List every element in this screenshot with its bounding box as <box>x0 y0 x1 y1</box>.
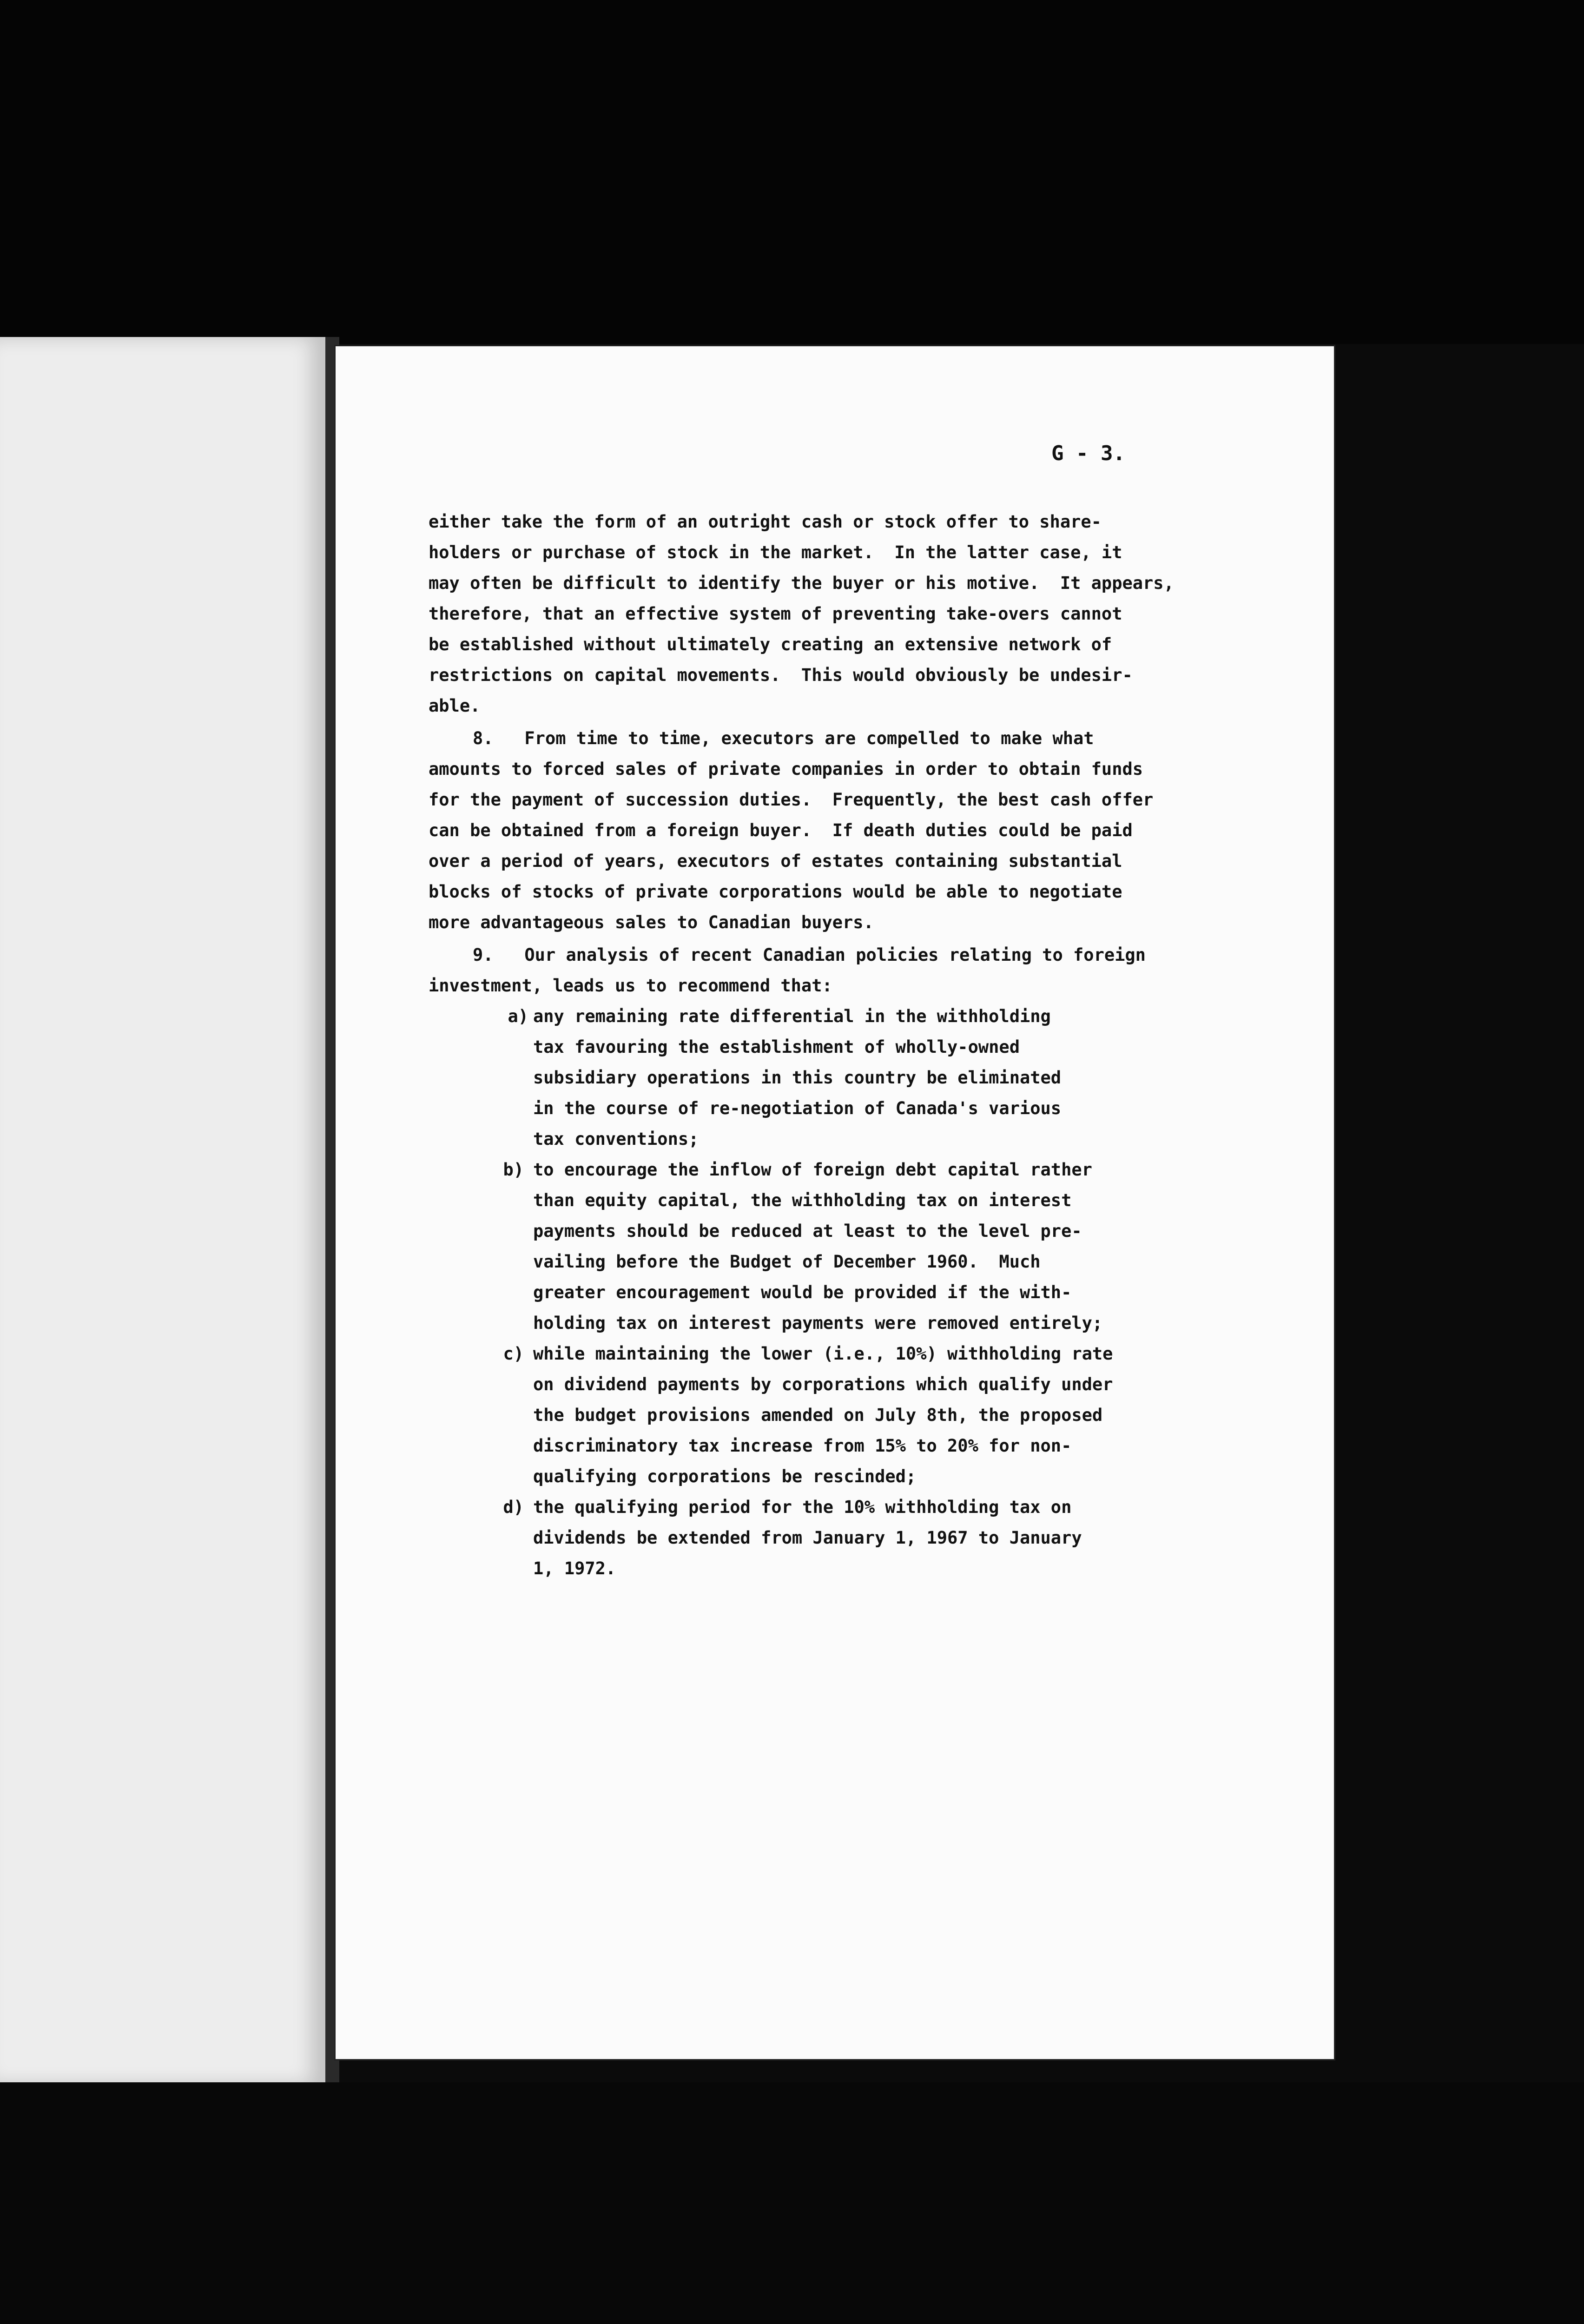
page-body <box>429 507 1219 1586</box>
text-line: qualifying corporations be rescinded; <box>533 1466 917 1486</box>
text-line: either take the form of an outright cash or stock offer to share- <box>429 512 1102 532</box>
list-marker: b) <box>503 1160 524 1180</box>
recommendation-c <box>429 1339 1219 1492</box>
text-line: for the payment of succession duties. Frequently, the best cash offer <box>429 790 1154 810</box>
text-line: able. <box>429 696 481 716</box>
paragraph-8 <box>429 723 1219 938</box>
text-line: payments should be reduced at least to the level pre- <box>533 1221 1082 1241</box>
text-line: Our analysis of recent Canadian policies relating to foreign <box>524 945 1146 965</box>
text-line: in the course of re-negotiation of Canada's various <box>533 1098 1062 1118</box>
list-marker: d) <box>503 1497 524 1517</box>
text-line: while maintaining the lower (i.e., 10%) withholding rate <box>533 1344 1113 1364</box>
text-line: over a period of years, executors of estates containing substantial <box>429 851 1122 871</box>
text-line: discriminatory tax increase from 15% to 20% for non- <box>533 1436 1072 1456</box>
text-line: amounts to forced sales of private companies in order to obtain funds <box>429 759 1143 779</box>
list-marker: a) <box>508 1006 528 1026</box>
recommendation-d <box>429 1492 1219 1584</box>
text-line: the qualifying period for the 10% withholding tax on <box>533 1497 1072 1517</box>
text-line: to encourage the inflow of foreign debt capital rather <box>533 1160 1092 1180</box>
text-line: investment, leads us to recommend that: <box>429 976 832 996</box>
list-marker: c) <box>503 1344 524 1364</box>
text-line: subsidiary operations in this country be eliminated <box>533 1068 1062 1088</box>
paragraph-number: 8. <box>473 728 494 748</box>
paragraph-continued <box>429 507 1219 721</box>
text-line: vailing before the Budget of December 1960. Much <box>533 1252 1041 1272</box>
document-page <box>336 346 1334 2059</box>
text-line: more advantageous sales to Canadian buyers. <box>429 912 874 932</box>
list-line <box>503 1339 1219 1369</box>
list-line <box>508 1001 1219 1032</box>
page-number: G - 3. <box>1051 442 1125 465</box>
list-line <box>503 1492 1219 1523</box>
list-line <box>503 1155 1219 1185</box>
film-top-border <box>0 0 1584 344</box>
text-line: greater encouragement would be provided if the with- <box>533 1282 1072 1302</box>
text-line: can be obtained from a foreign buyer. If death duties could be paid <box>429 820 1133 840</box>
text-line: the budget provisions amended on July 8th, the proposed <box>533 1405 1103 1425</box>
text-line: 1, 1972. <box>533 1558 616 1578</box>
text-line: may often be difficult to identify the buyer or his motive. It appears, <box>429 573 1174 593</box>
text-line: therefore, that an effective system of preventing take-overs cannot <box>429 604 1122 624</box>
text-line: tax conventions; <box>533 1129 699 1149</box>
text-line: tax favouring the establishment of wholly-owned <box>533 1037 1020 1057</box>
left-page-edge <box>0 337 325 2085</box>
left-page-bleed-through <box>0 337 325 2085</box>
text-line: holding tax on interest payments were removed entirely; <box>533 1313 1103 1333</box>
text-line: any remaining rate differential in the withholding <box>533 1006 1051 1026</box>
paragraph-first-line <box>429 940 1219 971</box>
recommendation-a <box>429 1001 1219 1155</box>
paragraph-first-line <box>429 723 1219 754</box>
paragraph-9 <box>429 940 1219 1584</box>
film-bottom-border <box>0 2082 1584 2324</box>
text-line: on dividend payments by corporations which qualify under <box>533 1374 1113 1394</box>
recommendation-b <box>429 1155 1219 1339</box>
text-line: From time to time, executors are compelled to make what <box>524 728 1094 748</box>
text-line: than equity capital, the withholding tax on interest <box>533 1190 1072 1210</box>
paragraph-number: 9. <box>473 945 494 965</box>
text-line: blocks of stocks of private corporations would be able to negotiate <box>429 882 1122 902</box>
text-line: dividends be extended from January 1, 1967 to January <box>533 1528 1082 1548</box>
text-line: holders or purchase of stock in the market. In the latter case, it <box>429 542 1122 562</box>
text-line: restrictions on capital movements. This would obviously be undesir- <box>429 665 1133 685</box>
text-line: be established without ultimately creating an extensive network of <box>429 634 1112 654</box>
